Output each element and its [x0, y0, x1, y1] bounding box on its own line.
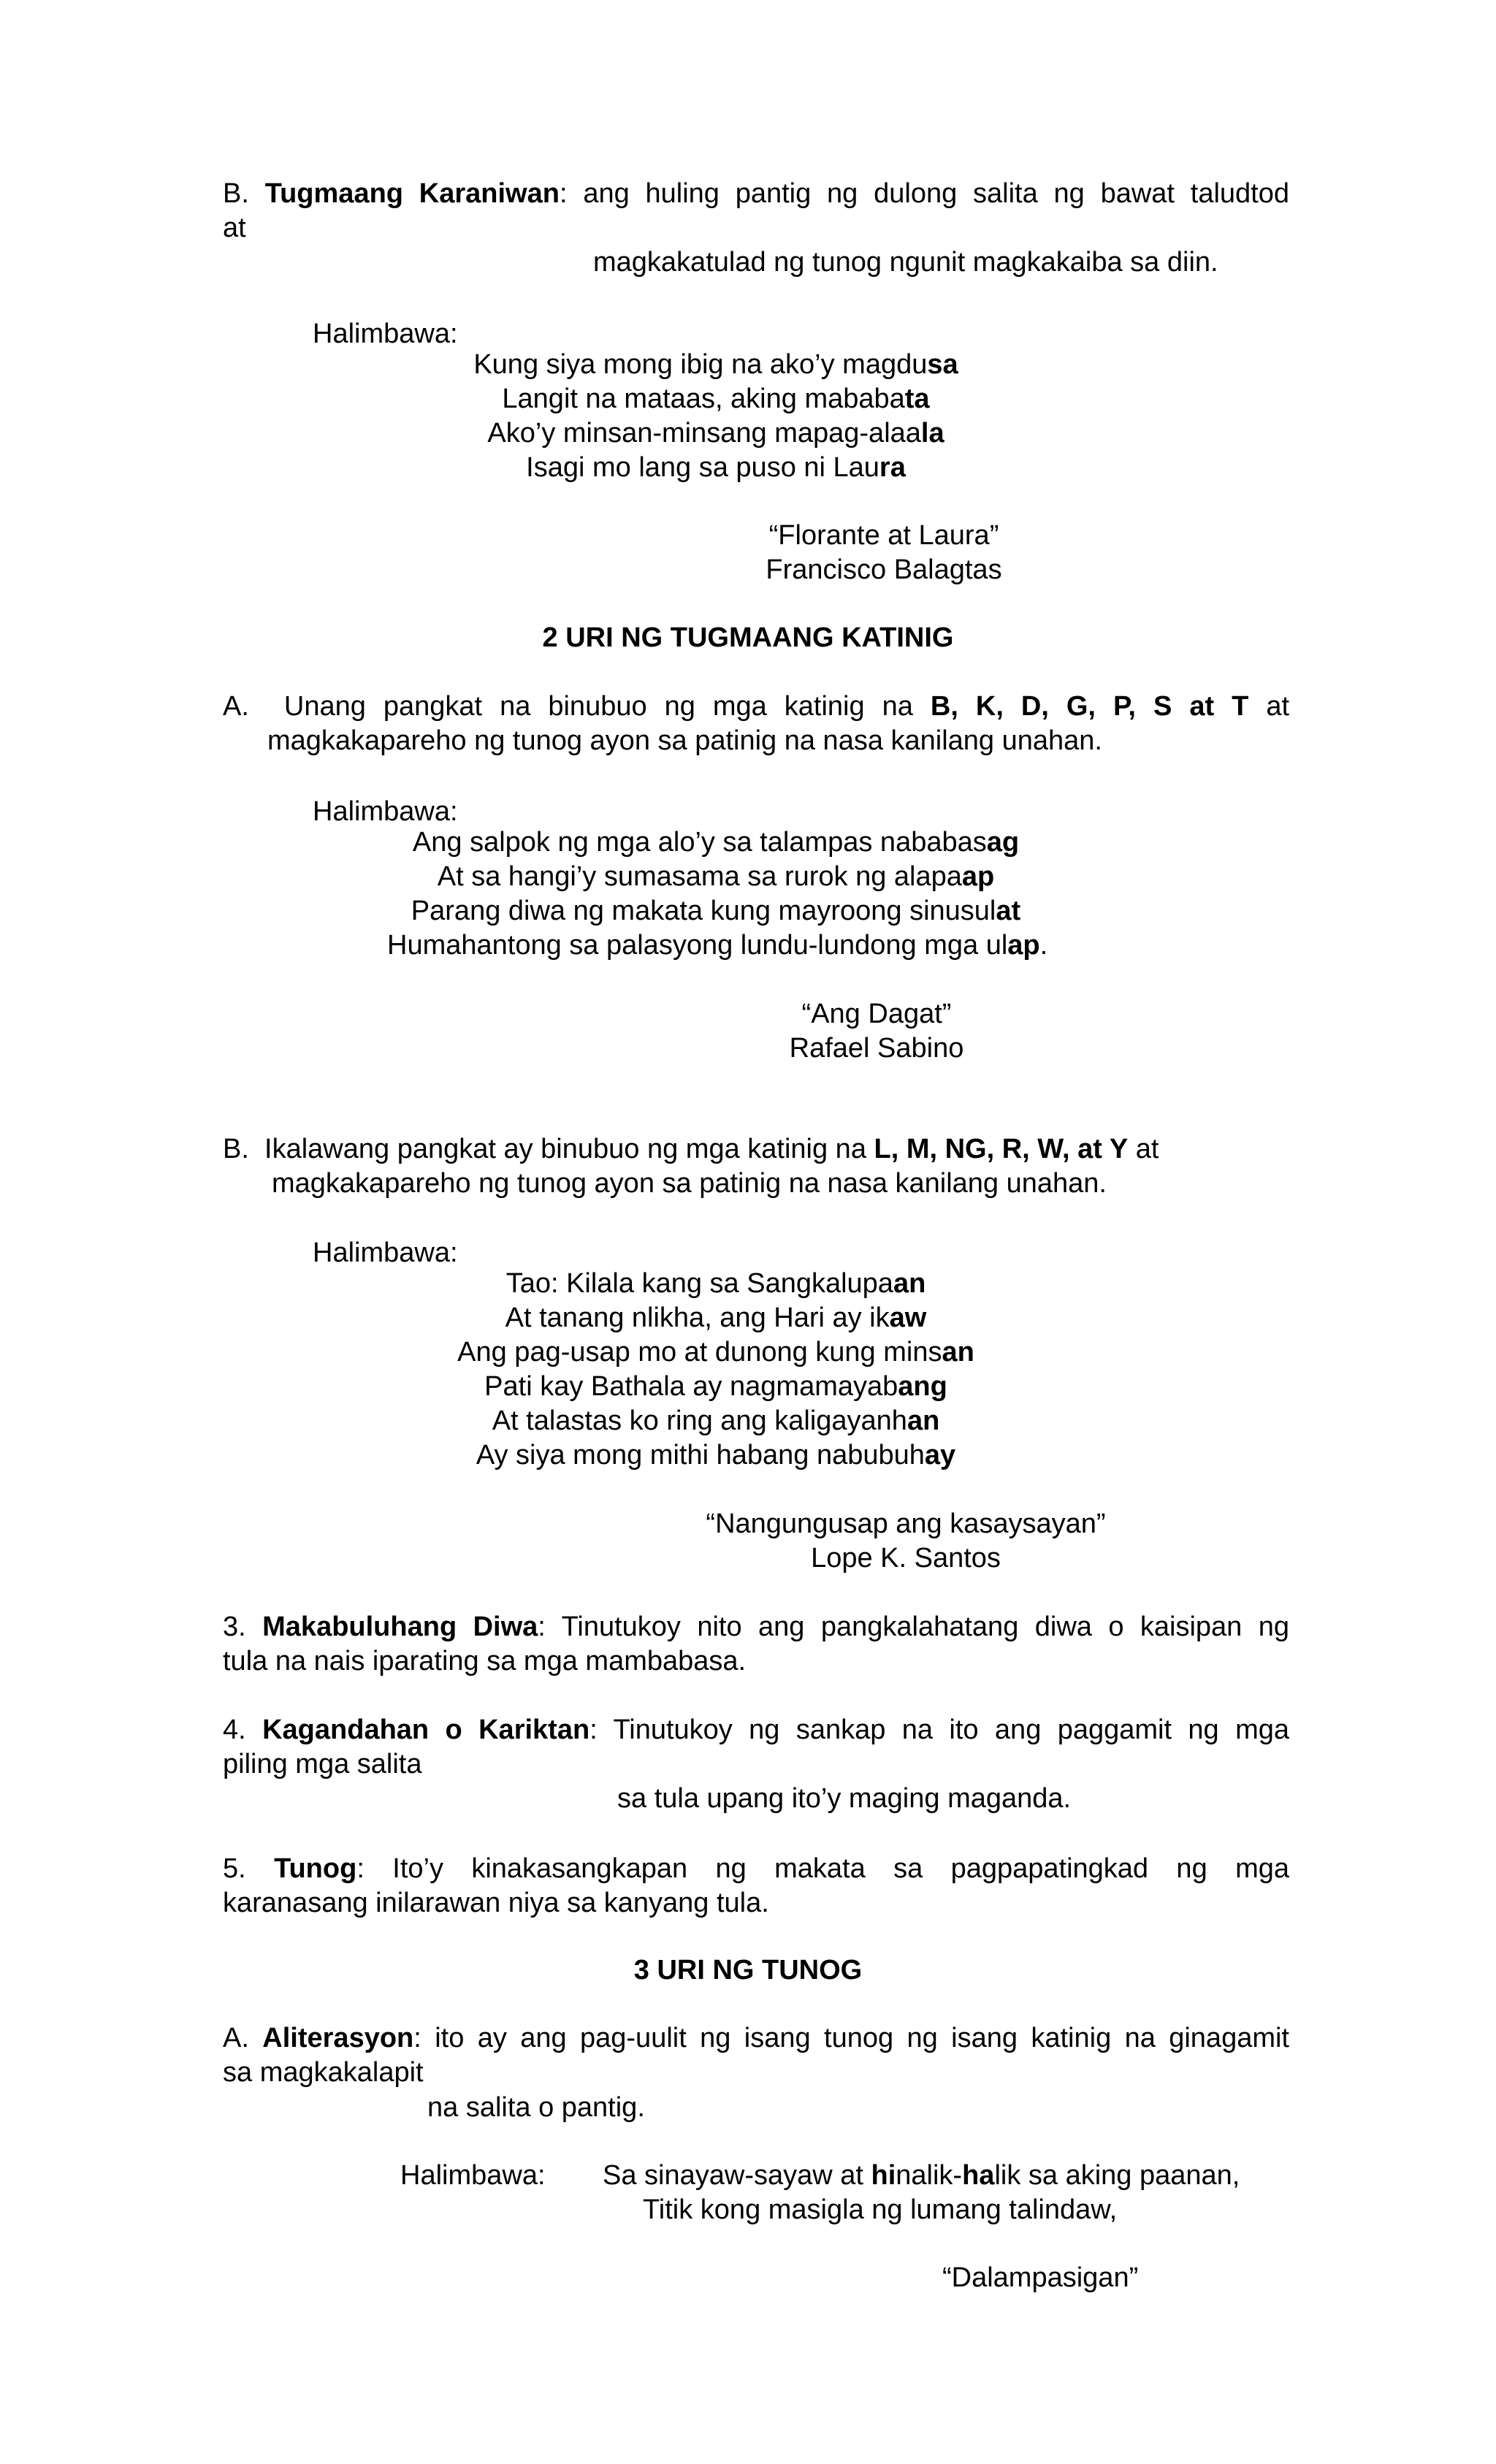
source-author: Rafael Sabino — [789, 1033, 964, 1064]
aliterasyon-example-line2: Titik kong masigla ng lumang talindaw, — [643, 2194, 1118, 2225]
poem-line: At talastas ko ring ang kaligayanhan — [492, 1405, 940, 1436]
list-number: 3. — [223, 1611, 246, 1642]
list-number: 5. — [223, 1853, 246, 1884]
source-title: “Florante at Laura” — [768, 520, 999, 551]
katinig-b-line2: magkakapareho ng tunog ayon sa patinig na nasa kanilang unahan. — [272, 1168, 1107, 1199]
aliterasyon-line2: sa magkakalapit — [223, 2057, 424, 2088]
section-heading-tunog: 3 URI NG TUNOG — [633, 1955, 863, 1986]
item3-line1: 3. Makabuluhang Diwa: Tinutukoy nito ang pangkalahatang diwa o kaisipan ng — [223, 1611, 1289, 1642]
item5-line2: karanasang inilarawan niya sa kanyang tula. — [223, 1888, 769, 1918]
list-marker: B. — [223, 1134, 249, 1164]
item4-line3: sa tula upang ito’y maging maganda. — [617, 1783, 1072, 1814]
example-label: Halimbawa: — [313, 1237, 458, 1268]
poem-line: Isagi mo lang sa puso ni Laura — [526, 452, 906, 483]
poem-line: Ay siya mong mithi habang nabubuhay — [476, 1440, 956, 1471]
definition-text: : ang huling pantig ng dulong salita ng bawat taludtod — [559, 178, 1289, 209]
consonants-bold: B, K, D, G, P, S at T — [930, 691, 1249, 722]
poem-line: At sa hangi’y sumasama sa rurok ng alapaap — [437, 861, 995, 892]
source-title: “Nangungusap ang kasaysayan” — [706, 1508, 1106, 1539]
source-title: “Ang Dagat” — [801, 999, 952, 1029]
karaniwan-line3: magkakatulad ng tunog ngunit magkakaiba sa diin. — [593, 247, 1218, 278]
item5-line1: 5. Tunog: Ito’y kinakasangkapan ng makata sa pagpapatingkad ng mga — [223, 1853, 1289, 1884]
poem-line: Langit na mataas, aking mababata — [502, 384, 930, 414]
source-author: Lope K. Santos — [811, 1543, 1001, 1574]
source-title: “Dalampasigan” — [942, 2262, 1139, 2293]
example-label: Halimbawa: — [313, 796, 458, 827]
example-label: Halimbawa: — [400, 2160, 546, 2191]
list-marker: B. — [223, 178, 249, 209]
source-karaniwan — [738, 519, 1030, 587]
section-heading-katinig: 2 URI NG TUGMAANG KATINIG — [542, 622, 954, 653]
katinig-b-line1: B. Ikalawang pangkat ay binubuo ng mga katinig na L, M, NG, R, W, at Y at — [223, 1134, 1159, 1164]
katinig-a-line1: A. Unang pangkat na binubuo ng mga katinig na B, K, D, G, P, S at T at — [223, 691, 1290, 722]
karaniwan-line1 — [223, 177, 1289, 211]
source-katinig-b — [687, 1507, 1125, 1576]
aliterasyon-example-line1: Sa sinayaw-sayaw at hinalik-halik sa aking paanan, — [603, 2160, 1240, 2191]
poem-line: Tao: Kilala kang sa Sangkalupaan — [505, 1268, 926, 1299]
poem-line: Humahantong sa palasyong lundu-lundong mga ulap. — [387, 930, 1048, 961]
example-label: Halimbawa: — [313, 319, 458, 349]
consonants-bold: L, M, NG, R, W, at Y — [874, 1134, 1129, 1164]
poem-line: Ang pag-usap mo at dunong kung minsan — [457, 1337, 974, 1368]
term-bold: Makabuluhang Diwa — [262, 1611, 538, 1642]
item3-line2: tula na nais iparating sa mga mambabasa. — [223, 1646, 747, 1677]
item4-line1: 4. Kagandahan o Kariktan: Tinutukoy ng sankap na ito ang paggamit ng mga — [223, 1714, 1289, 1745]
term-bold: Tunog — [274, 1853, 357, 1884]
poem-line: Pati kay Bathala ay nagmamayabang — [484, 1371, 947, 1402]
item4-line2: piling mga salita — [223, 1749, 422, 1780]
poem-katinig-a — [387, 825, 1048, 963]
source-katinig-a — [730, 997, 1023, 1066]
term-bold: Tugmaang Karaniwan — [264, 178, 560, 209]
poem-line: Kung siya mong ibig na ako’y magdusa — [473, 349, 958, 380]
list-number: 4. — [223, 1714, 246, 1745]
list-marker: A. — [223, 691, 249, 722]
aliterasyon-line3: na salita o pantig. — [427, 2092, 645, 2123]
katinig-a-line2: magkakapareho ng tunog ayon sa patinig na nasa kanilang unahan. — [267, 725, 1102, 756]
poem-line: Parang diwa ng makata kung mayroong sinusulat — [411, 896, 1021, 926]
poem-line: At tanang nlikha, ang Hari ay ikaw — [505, 1302, 927, 1333]
poem-katinig-b — [424, 1267, 1008, 1473]
poem-line: Ako’y minsan-minsang mapag-alaala — [487, 418, 944, 449]
term-bold: Aliterasyon — [262, 2023, 414, 2053]
karaniwan-line2: at — [223, 213, 246, 243]
term-bold: Kagandahan o Kariktan — [262, 1714, 590, 1745]
source-author: Francisco Balagtas — [766, 554, 1002, 585]
list-marker: A. — [223, 2023, 249, 2053]
poem-karaniwan — [424, 348, 1008, 485]
aliterasyon-line1: A. Aliterasyon: ito ay ang pag-uulit ng isang tunog ng isang katinig na ginagamit — [223, 2023, 1289, 2053]
poem-line: Ang salpok ng mga alo’y sa talampas nababasag — [412, 827, 1020, 858]
